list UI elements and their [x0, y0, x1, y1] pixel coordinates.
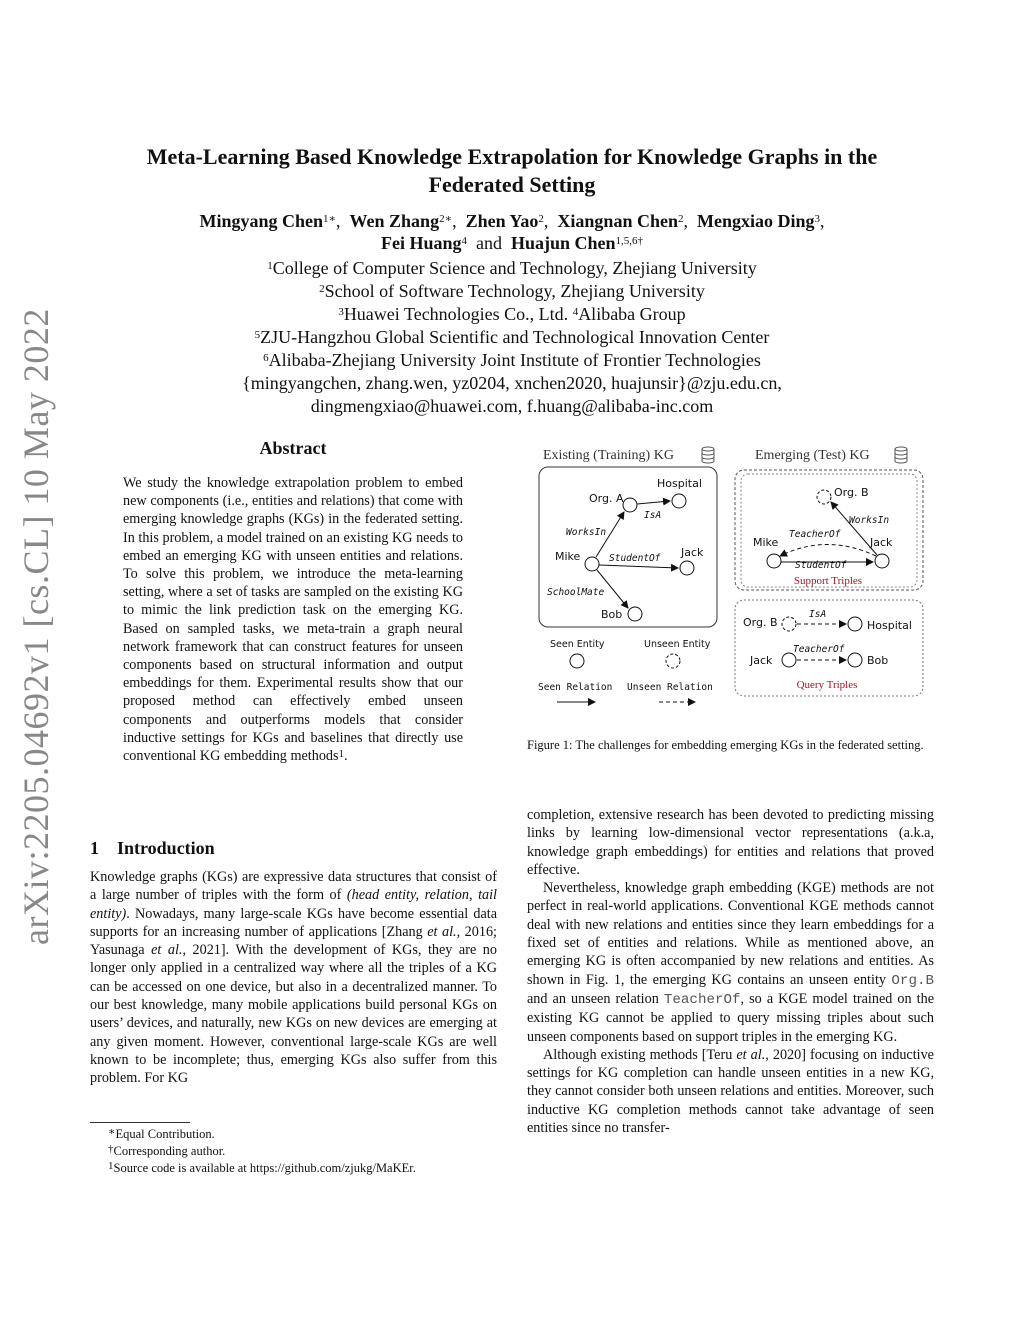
label-bob-query: Bob — [867, 654, 889, 667]
label-jack: Jack — [681, 546, 704, 559]
rel-student-of: StudentOf — [609, 553, 661, 564]
label-hospital-query: Hospital — [867, 619, 912, 632]
edge-teacher-of-support — [780, 545, 876, 557]
label-org-b-query: Org. B — [743, 616, 778, 629]
rel-teacher-of-query: TeacherOf — [793, 644, 845, 655]
legend-seen-entity-symbol — [570, 654, 584, 668]
author-name: Fei Huang — [380, 233, 462, 253]
paper-title: Meta-Learning Based Knowledge Extrapolation for Knowledge Graphs in the Federated Setting — [146, 144, 878, 197]
intro-paragraph: Knowledge graphs (KGs) are expressive data structures that consist of a large number of triples with the form of (head entity, relation, tail entity). Nowadays, many large-scale KGs have become essential data supports for an increasing number of applications [Zhang et al., 2016; Yasunaga et al., 2021]. With the development of KGs, they are no longer only applied in a centralized way where all the triples of a KG can be accessed on one device, but also in a decentralized manner. To our best knowledge, many mobile applications build personal KGs on users’ devices, and naturally, new KGs on new devices are emerging at any given moment. However, conventional large-scale KGs are well known to be incomplete; thus, emerging KGs also suffer from this problem. For KG — [90, 869, 498, 1087]
footnotes: ∗Equal Contribution. †Corresponding author. $^1$Source code is available at https://github.com/zjukg/MaKEr. — [108, 1126, 416, 1175]
legend-seen-relation: Seen Relation — [538, 682, 613, 693]
rel-works-in: WorksIn — [566, 527, 607, 538]
author-name: Mengxiao Ding — [696, 211, 815, 231]
label-jack-support: Jack — [870, 536, 893, 549]
arxiv-sidebar-label: arXiv:2205.04692v1 [cs.CL] 10 May 2022 — [16, 308, 56, 945]
entity-hospital — [672, 494, 686, 508]
legend-unseen-relation: Unseen Relation — [627, 682, 713, 693]
rel-student-of-support: StudentOf — [795, 560, 847, 571]
email-line: {mingyangchen, zhang.wen, yz0204, xnchen2020, huajunsir}@zju.edu.cn, — [242, 373, 782, 393]
footnote-rule — [90, 1122, 190, 1123]
abstract-heading: Abstract — [259, 438, 327, 458]
legend-unseen-entity: Unseen Entity — [644, 639, 711, 650]
entity-org-b-unseen — [817, 490, 831, 504]
label-hospital: Hospital — [657, 477, 702, 490]
entity-jack-support — [875, 554, 889, 568]
database-icon — [895, 447, 907, 463]
author-list: Mingyang Chen$^{1∗}$, Wen Zhang$^{2∗}$, Zhen Yao$^2$, Xiangnan Chen$^2$, Mengxiao Ding$^3$, Fei Huang$^4$ and Huajun Chen$^{1,5,6\dagger}$ — [199, 211, 825, 253]
label-bob: Bob — [601, 608, 623, 621]
entity-bob — [628, 607, 642, 621]
affiliations: $^1$College of Computer Science and Technology, Zhejiang University $^2$School of Software Technology, Zhejiang University $^3$Huawei Technologies Co., Ltd. $^4$Alibaba Group $^5$ZJU-Hangzhou Global Scientific and Technological Innovation Center $^6$Alibaba-Zhejiang University Joint Institute of Frontier Technologies {mingyangchen, zhang.wen, yz0204, xnchen2020, huajunsir}@zju.edu.cn, dingmengxiao@huawei.com, f.huang@alibaba-inc.com — [100, 257, 924, 418]
author-name: Wen Zhang — [349, 211, 440, 231]
right-column-text — [527, 806, 934, 1137]
entity-jack-query — [782, 653, 796, 667]
label-org-a: Org. A — [589, 492, 624, 505]
rel-is-a: IsA — [644, 510, 662, 521]
database-icon — [702, 447, 714, 463]
support-triples-label: Support Triples — [793, 575, 863, 587]
rel-works-in-support: WorksIn — [849, 515, 890, 526]
entity-bob-query — [848, 653, 862, 667]
edge-is-a — [637, 501, 670, 504]
author-name: Huajun Chen — [510, 233, 616, 253]
emerging-kg-header: Emerging (Test) KG — [755, 448, 870, 463]
rel-school-mate: SchoolMate — [547, 587, 605, 598]
label-org-b: Org. B — [834, 486, 869, 499]
legend-seen-entity: Seen Entity — [550, 639, 605, 650]
label-mike-support: Mike — [753, 536, 779, 549]
entity-mike — [585, 557, 599, 571]
figure-caption: Figure 1: The challenges for embedding emerging KGs in the federated setting. — [527, 738, 924, 752]
entity-org-a — [623, 498, 637, 512]
legend-unseen-entity-symbol — [666, 654, 680, 668]
abstract-text: We study the knowledge extrapolation problem to embed new components (i.e., entities and relations) that come with emerging knowledge graphs (KGs) in the federated setting. In this problem, a model trained on an existing KG needs to embed an emerging KG with unseen entities and relations. To solve this problem, we introduce the meta-learning setting, where a set of tasks are sampled on the existing KG to mimic the link prediction task on the emerging KG. Based on sampled tasks, we meta-train a graph neural network framework that can construct features for unseen components based on structural information and output embeddings for them. Experimental results show that our proposed method can effectively embed unseen components and outperforms models that consider inductive settings for KGs and baselines that directly use conventional KG embedding methods$^1$. — [123, 475, 463, 765]
entity-hospital-query — [848, 617, 862, 631]
edge-student-of — [599, 565, 678, 568]
author-name: Zhen Yao — [465, 211, 539, 231]
existing-kg-header: Existing (Training) KG — [543, 448, 674, 463]
figure-1 — [527, 440, 937, 710]
section-heading-introduction: 1 Introduction — [90, 838, 215, 858]
rel-teacher-of-support: TeacherOf — [789, 529, 841, 540]
paragraph: completion, extensive research has been devoted to predicting missing links by learning low-dimensional vector representations (a.k.a, knowledge graph embeddings) for entities and relations that proved effective. — [527, 807, 934, 878]
paragraph: Although existing methods [Teru et al., 2020] focusing on inductive settings for KG completion can handle unseen entities in a new KG, they cannot consider both unseen relations and entities. Moreover, such inductive KG completion methods cannot take advantage of seen entities since no transfer- — [527, 1046, 934, 1137]
rel-is-a-query: IsA — [809, 609, 827, 620]
kg-diagram — [527, 440, 937, 710]
email-line: dingmengxiao@huawei.com, f.huang@alibaba-inc.com — [310, 396, 714, 416]
author-name: Xiangnan Chen — [557, 211, 678, 231]
label-mike: Mike — [555, 550, 581, 563]
label-jack-query: Jack — [750, 654, 773, 667]
entity-mike-support — [767, 554, 781, 568]
query-triples-label: Query Triples — [796, 679, 858, 691]
paragraph: Nevertheless, knowledge graph embedding (KGE) methods are not perfect in real-world applications. Conventional KGE methods cannot deal with new relations and entities since they learn embeddings for a fixed set of entities and relations. While as mentioned above, an emerging KG is often accompanied by new relations and entities. As shown in Fig. 1, the emerging KG contains an unseen entity Org.B and an unseen relation TeacherOf, so a KGE model trained on the existing KG cannot be applied to query missing triples about such unseen components based on support triples in the emerging KG. — [527, 880, 934, 1045]
author-name: Mingyang Chen — [199, 211, 324, 231]
entity-org-b-query — [782, 617, 796, 631]
entity-jack — [680, 561, 694, 575]
